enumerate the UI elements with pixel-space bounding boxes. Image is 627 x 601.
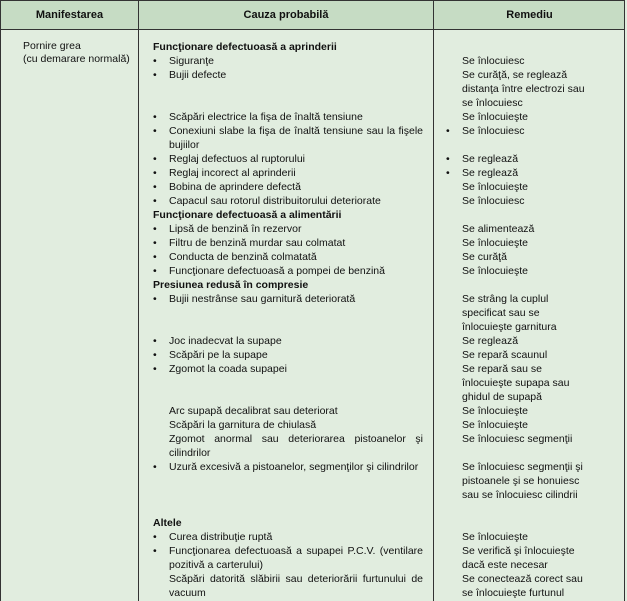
manifestation-line: Pornire grea (23, 40, 81, 52)
section-heading: Altele (153, 517, 182, 529)
remedy-text: Se înlocuiesc segmenţii şi pistoanele şi se honuiesc sau se înlocuiesc cilindrii (462, 461, 583, 501)
cause-text: Capacul sau rotorul distribuitorului deteriorate (169, 195, 381, 207)
cause-text: Bobina de aprindere defectă (169, 181, 301, 193)
remedy-text: Se înlocuiesc (462, 55, 525, 67)
remedies-row (446, 530, 591, 544)
section-heading: Funcţionare defectuoasă a aprinderii (153, 41, 337, 53)
bullet-icon: • (153, 223, 157, 235)
causes-row (153, 68, 423, 110)
cause-text: Curea distribuţie ruptă (169, 531, 273, 543)
bullet-icon: • (153, 69, 157, 81)
causes-row (153, 152, 423, 166)
remedies-row (446, 250, 591, 264)
causes-row (153, 110, 423, 124)
remedies-row (446, 292, 591, 334)
bullet-icon: • (446, 167, 450, 179)
remedies-row (446, 544, 591, 572)
cause-text: Filtru de benzină murdar sau colmatat (169, 237, 346, 249)
cause-text: Funcţionare defectuoasă a pompei de benzină (169, 265, 385, 277)
remedy-text: Se înlocuieşte (462, 111, 528, 123)
column-divider (138, 1, 139, 601)
bullet-icon: • (153, 167, 157, 179)
remedies-row (446, 418, 591, 432)
cause-text: Zgomot anormal sau deteriorarea pistoanelor şi cilindrilor (169, 433, 423, 459)
remedy-text: Se înlocuieşte (462, 531, 528, 543)
causes-row (153, 292, 423, 334)
bullet-icon: • (446, 125, 450, 137)
manifestation-line: (cu demarare normală) (23, 53, 130, 65)
remedies-row (446, 432, 591, 460)
remedy-text: Se înlocuieşte (462, 419, 528, 431)
causes-row (153, 250, 423, 264)
cause-text: Scăpări datorită slăbirii sau deteriorării furtunului de vacuum (169, 573, 423, 599)
remedy-text: Se repară sau se înlocuieşte supapa sau ghidul de supapă (462, 363, 570, 403)
causes-row (153, 222, 423, 236)
cause-text: Siguranţe (169, 55, 214, 67)
section-heading: Funcţionare defectuoasă a alimentării (153, 209, 342, 221)
causes-row (153, 278, 423, 292)
section-heading: Presiunea redusă în compresie (153, 279, 309, 291)
causes-row (153, 264, 423, 278)
remedies-row (446, 348, 591, 362)
causes-row (153, 516, 423, 530)
remedies-row (446, 334, 591, 348)
remedy-text: Se înlocuieşte (462, 181, 528, 193)
bullet-icon: • (153, 251, 157, 263)
causes-row (153, 348, 423, 362)
remedies-row (446, 54, 591, 68)
remedies-row (446, 516, 591, 530)
cause-text: Conducta de benzină colmatată (169, 251, 317, 263)
remedies-row (446, 40, 591, 54)
remedies-row (446, 264, 591, 278)
causes-row (153, 180, 423, 194)
remedy-text: Se înlocuiesc segmenţii (462, 433, 573, 445)
bullet-icon: • (153, 55, 157, 67)
cause-text: Bujii nestrânse sau garnitură deteriorată (169, 293, 356, 305)
remedies-row (446, 124, 591, 152)
remedy-text: Se reglează (462, 335, 519, 347)
remedies-row (446, 222, 591, 236)
bullet-icon: • (153, 181, 157, 193)
remedies-row (446, 362, 591, 404)
header-cause: Cauza probabilă (243, 9, 329, 21)
cause-text: Zgomot la coada supapei (169, 363, 287, 375)
causes-row (153, 544, 423, 572)
causes-row (153, 208, 423, 222)
remedies-row (446, 278, 591, 292)
causes-row (153, 572, 423, 600)
bullet-icon: • (153, 237, 157, 249)
remedy-text: Se înlocuieşte (462, 405, 528, 417)
bullet-icon: • (446, 153, 450, 165)
causes-row (153, 404, 423, 418)
remedies-row (446, 572, 591, 600)
column-divider (433, 1, 434, 601)
bullet-icon: • (153, 125, 157, 137)
remedies-row (446, 152, 591, 166)
cause-text: Scăpări la garnitura de chiulasă (169, 419, 317, 431)
remedies-row (446, 194, 591, 208)
remedies-row (446, 166, 591, 180)
remedy-text: Se strâng la cuplul specificat sau se înlocuieşte garnitura (462, 293, 557, 333)
bullet-icon: • (153, 461, 157, 473)
remedy-text: Se alimentează (462, 223, 535, 235)
bullet-icon: • (153, 545, 157, 557)
remedies-column (446, 40, 591, 600)
cause-text: Joc inadecvat la supape (169, 335, 282, 347)
causes-row (153, 236, 423, 250)
remedies-row (446, 460, 591, 516)
remedies-row (446, 404, 591, 418)
remedies-row (446, 110, 591, 124)
remedy-text: Se curăţă, se reglează distanţa între electrozi sau se înlocuiesc (462, 69, 585, 109)
causes-row (153, 124, 423, 152)
cause-text: Conexiuni slabe la fişa de înaltă tensiune sau la fişele bujiilor (169, 125, 423, 151)
remedies-row (446, 236, 591, 250)
table-header (1, 1, 624, 30)
remedy-text: Se reglează (462, 153, 519, 165)
remedy-text: Se înlocuiesc (462, 195, 525, 207)
causes-row (153, 334, 423, 348)
remedies-row (446, 180, 591, 194)
cause-text: Reglaj defectuos al ruptorului (169, 153, 305, 165)
bullet-icon: • (153, 153, 157, 165)
cause-text: Lipsă de benzină în rezervor (169, 223, 302, 235)
bullet-icon: • (153, 363, 157, 375)
remedy-text: Se conectează corect sau se înlocuieşte furtunul (462, 573, 583, 599)
remedy-text: Se curăţă (462, 251, 507, 263)
causes-row (153, 166, 423, 180)
cause-text: Scăpări pe la supape (169, 349, 268, 361)
remedy-text: Se înlocuieşte (462, 237, 528, 249)
bullet-icon: • (153, 335, 157, 347)
remedies-row (446, 208, 591, 222)
bullet-icon: • (153, 111, 157, 123)
causes-row (153, 40, 423, 54)
bullet-icon: • (153, 349, 157, 361)
header-remedy: Remediu (506, 9, 553, 21)
cause-text: Arc supapă decalibrat sau deteriorat (169, 405, 338, 417)
remedy-text: Se reglează (462, 167, 519, 179)
bullet-icon: • (153, 265, 157, 277)
remedy-text: Se repară scaunul (462, 349, 548, 361)
causes-row (153, 530, 423, 544)
causes-column (153, 40, 423, 600)
causes-row (153, 194, 423, 208)
remedy-text: Se verifică şi înlocuieşte dacă este necesar (462, 545, 575, 571)
header-manifestation: Manifestarea (35, 9, 104, 21)
causes-row (153, 54, 423, 68)
causes-row (153, 418, 423, 432)
remedy-text: Se înlocuiesc (462, 125, 525, 137)
causes-row (153, 432, 423, 460)
bullet-icon: • (153, 195, 157, 207)
causes-row (153, 362, 423, 404)
cause-text: Reglaj incorect al aprinderii (169, 167, 296, 179)
cause-text: Funcţionarea defectuoasă a supapei P.C.V. (ventilare pozitivă a carterului) (169, 545, 423, 571)
cause-text: Bujii defecte (169, 69, 227, 81)
cause-text: Uzură excesivă a pistoanelor, segmenţilor şi cilindrilor (169, 461, 419, 473)
bullet-icon: • (153, 531, 157, 543)
remedy-text: Se înlocuieşte (462, 265, 528, 277)
bullet-icon: • (153, 293, 157, 305)
cause-text: Scăpări electrice la fişa de înaltă tensiune (169, 111, 363, 123)
remedies-row (446, 68, 591, 110)
causes-row (153, 460, 423, 516)
manifestation-cell (23, 40, 138, 66)
